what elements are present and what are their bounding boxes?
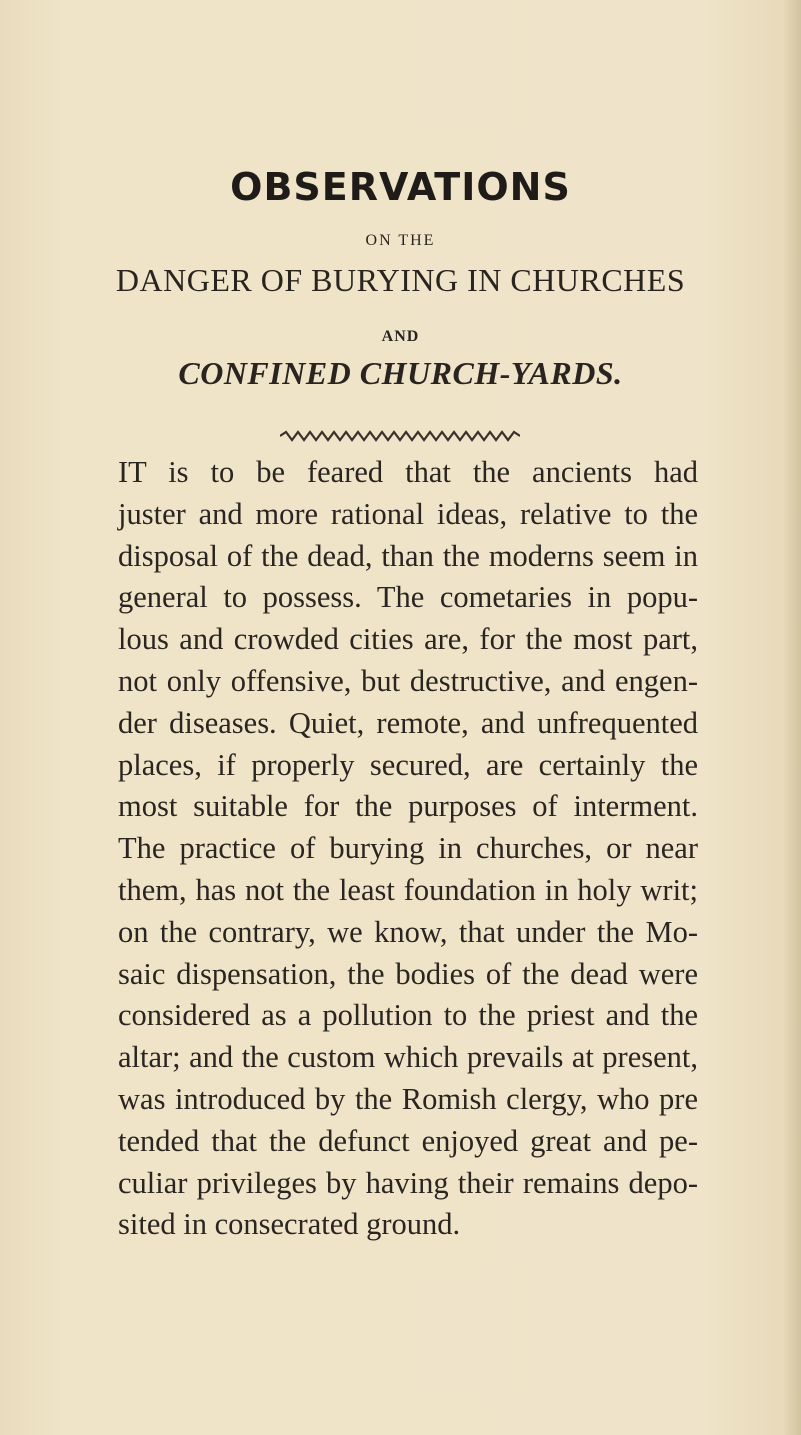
text-line: tended that the defunct enjoyed great and pe- [118, 1123, 698, 1158]
text-line: saic dispensation, the bodies of the dead were [118, 956, 698, 991]
text-line: on the contrary, we know, that under the Mo- [118, 914, 698, 949]
text-line: IT is to be feared that the ancients had [118, 455, 698, 489]
body-paragraph [118, 452, 698, 1246]
text-line: altar; and the custom which prevails at present, [118, 1040, 698, 1075]
subtitle-and: AND [381, 328, 420, 345]
subtitle-italic: CONFINED CHURCH-YARDS. [178, 355, 623, 391]
text-line: disposal of the dead, than the moderns seem in [118, 538, 698, 573]
text-line: them, has not the least foundation in holy writ; [118, 872, 698, 907]
text-line: juster and more rational ideas, relative to the [118, 496, 698, 531]
text-line: The practice of burying in churches, or near [118, 831, 698, 866]
text-line: general to possess. The cometaries in popu- [118, 580, 698, 615]
text-line: most suitable for the purposes of interment. [118, 789, 698, 824]
text-line: considered as a pollution to the priest and the [118, 998, 698, 1033]
text-line: lous and crowded cities are, for the most part, [118, 622, 698, 657]
text-line: not only offensive, but destructive, and engen- [118, 663, 698, 698]
page-edge-shadow [783, 0, 801, 1435]
subtitle-on-the: ON THE [365, 232, 436, 249]
text-line: places, if properly secured, are certainly the [118, 747, 698, 782]
text-line: der diseases. Quiet, remote, and unfrequented [118, 705, 698, 740]
page-title: OBSERVATIONS [230, 165, 571, 209]
text-line: was introduced by the Romish clergy, who pre [118, 1081, 698, 1116]
decorative-rule-icon [280, 430, 520, 442]
text-line: sited in consecrated ground. [118, 1207, 461, 1242]
subtitle-main: DANGER OF BURYING IN CHURCHES [115, 262, 686, 298]
text-line: culiar privileges by having their remains depo- [118, 1165, 698, 1200]
